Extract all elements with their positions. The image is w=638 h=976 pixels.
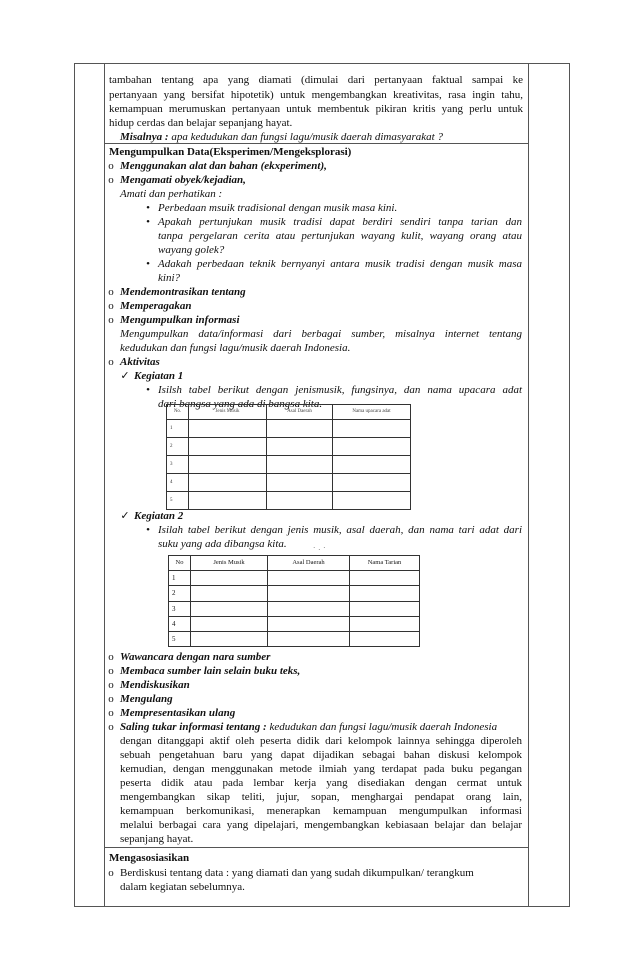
intro-line-4: hidup cerdas dan belajar sepanjang hayat. <box>109 117 293 129</box>
table-header-cell: Jenis Musik <box>191 556 268 571</box>
kegiatan-2-table <box>168 555 420 647</box>
row-number: 2 <box>167 438 189 456</box>
table-row <box>169 571 420 586</box>
table-cell[interactable] <box>191 586 268 601</box>
table-header-row <box>169 556 420 571</box>
asosiasi-line-2: dalam kegiatan sebelumnya. <box>120 881 245 893</box>
table-row <box>169 586 420 601</box>
row-number: 5 <box>169 632 191 647</box>
table-cell[interactable] <box>267 438 333 456</box>
kegiatan-1-table <box>166 404 411 510</box>
table-cell[interactable] <box>350 571 420 586</box>
bullet-o: o <box>108 679 114 691</box>
kegiatan-2-desc-line-2: suku yang ada dibangsa kita. <box>158 538 287 550</box>
table-cell[interactable] <box>189 438 267 456</box>
table-header-row <box>167 405 411 420</box>
item-memperagakan: Memperagakan <box>120 300 192 312</box>
table-cell[interactable] <box>189 420 267 438</box>
table-cell[interactable] <box>268 616 350 631</box>
table-cell[interactable] <box>191 571 268 586</box>
column-divider-right <box>528 63 529 907</box>
saling-last-line: sepanjang hayat. <box>120 833 194 845</box>
table-cell[interactable] <box>189 456 267 474</box>
table-cell[interactable] <box>189 492 267 510</box>
table-cell[interactable] <box>350 632 420 647</box>
bullet-o: o <box>108 867 114 879</box>
intro-line-3: kemampuan merumuskan pertanyaan untuk membentuk pikiran kritis yang perlu untuk <box>109 103 523 115</box>
bullet-o: o <box>108 300 114 312</box>
kegiatan-2-desc-line-1: Isilah tabel berikut dengan jenis musik, asal daerah, dan nama tari adat dari <box>158 524 522 536</box>
table-cell[interactable] <box>333 474 411 492</box>
table-cell[interactable] <box>191 632 268 647</box>
table-cell[interactable] <box>268 601 350 616</box>
kegiatan-2-title: Kegiatan 2 <box>134 510 184 522</box>
kegiatan-1-title: Kegiatan 1 <box>134 370 184 382</box>
question-3-line-2: kini? <box>158 272 180 284</box>
section-title-mengumpulkan: Mengumpulkan Data(Eksperimen/Mengeksplorasi) <box>109 146 352 158</box>
table-cell[interactable] <box>268 571 350 586</box>
table-cell[interactable] <box>350 601 420 616</box>
saling-line: melalui berbagai cara yang dipelajari, mengembangkan kebiasaan belajar dan belajar <box>120 819 522 831</box>
item-mengulang: Mengulang <box>120 693 173 705</box>
bullet-o: o <box>108 721 114 733</box>
saling-tukar-line <box>120 720 497 734</box>
bullet-o: o <box>108 356 114 368</box>
table-cell[interactable] <box>189 474 267 492</box>
bullet-o: o <box>108 651 114 663</box>
saling-line: kemampuan berkomunikasi, menerapkan kemampuan mengumpulkan informasi <box>120 805 522 817</box>
kegiatan-1-desc-line-1: Isilsh tabel berikut dengan jenismusik, fungsinya, dan nama upacara adat <box>158 384 522 396</box>
item-mendemonstrasikan: Mendemontrasikan tentang <box>120 286 246 298</box>
question-2-line-1: Apakah pertunjukan musik tradisi dapat berdiri sendiri tanpa tarian dan <box>158 216 522 228</box>
table-cell[interactable] <box>350 586 420 601</box>
table-cell[interactable] <box>333 420 411 438</box>
checkmark-icon: ✓ <box>120 510 130 522</box>
table-cell[interactable] <box>267 474 333 492</box>
table-cell[interactable] <box>268 586 350 601</box>
table-cell[interactable] <box>333 456 411 474</box>
bullet-dot: • <box>146 216 150 228</box>
item-aktivitas: Aktivitas <box>120 356 160 368</box>
bullet-dot: • <box>146 524 150 536</box>
row-number: 5 <box>167 492 189 510</box>
checkmark-icon: ✓ <box>120 370 130 382</box>
question-1: Perbedaan msuik tradisional dengan musik masa kini. <box>158 202 398 214</box>
table-row <box>169 616 420 631</box>
mengumpulkan-desc-line-1: Mengumpulkan data/informasi dari berbagai sumber, misalnya internet tentang <box>120 328 522 340</box>
row-number: 1 <box>167 420 189 438</box>
bullet-o: o <box>108 707 114 719</box>
table-row <box>167 492 411 510</box>
item-membaca: Membaca sumber lain selain buku teks, <box>120 665 301 677</box>
item-mengamati: Mengamati obyek/kejadian, <box>120 174 246 186</box>
misalnya-text: apa kedudukan dan fungsi lagu/musik daerah dimasyarakat ? <box>171 131 443 143</box>
row-number: 4 <box>167 474 189 492</box>
bullet-o: o <box>108 693 114 705</box>
section-title-mengasosiasikan: Mengasosiasikan <box>109 852 190 864</box>
table-row <box>167 438 411 456</box>
row-number: 2 <box>169 586 191 601</box>
table-row <box>167 474 411 492</box>
row-divider-2 <box>104 847 528 848</box>
table-row <box>169 601 420 616</box>
table-header-cell: No. <box>167 405 189 420</box>
bullet-o: o <box>108 174 114 186</box>
table-header-cell: Asal Daerah <box>268 556 350 571</box>
table-cell[interactable] <box>191 601 268 616</box>
table-row <box>167 456 411 474</box>
table-cell[interactable] <box>333 492 411 510</box>
saling-tukar-topic: kedudukan dan fungsi lagu/musik daerah Indonesia <box>269 721 498 733</box>
table-header-cell: Nama upacara adat <box>333 405 411 420</box>
table-cell[interactable] <box>267 420 333 438</box>
row-number: 3 <box>169 601 191 616</box>
bullet-dot: • <box>146 202 150 214</box>
item-menggunakan: Menggunakan alat dan bahan (ekxperiment), <box>120 160 327 172</box>
saling-line: kemudian, dengan menggunakan metode ilmiah yang terdapat pada buku pegangan <box>120 763 522 775</box>
table-cell[interactable] <box>350 616 420 631</box>
asosiasi-line-1: Berdiskusi tentang data : yang diamati dan yang sudah dikumpulkan/ terangkum <box>120 867 474 879</box>
saling-line: dengan ditanggapi aktif oleh peserta didik dari kelompok lainnya sehingga diperoleh <box>120 735 522 747</box>
table-header-cell: Nama Tarian <box>350 556 420 571</box>
bullet-dot: • <box>146 384 150 396</box>
misalnya-line <box>120 130 443 144</box>
saling-line: mengembangkan sikap teliti, jujur, sopan, menghargai pendapat orang lain, <box>120 791 522 803</box>
row-number: 1 <box>169 571 191 586</box>
table-cell[interactable] <box>267 456 333 474</box>
column-divider-left <box>104 63 105 907</box>
item-wawancara: Wawancara dengan nara sumber <box>120 651 271 663</box>
bullet-dot: • <box>146 258 150 270</box>
table-header-cell: No <box>169 556 191 571</box>
bullet-o: o <box>108 286 114 298</box>
item-mendiskusikan: Mendiskusikan <box>120 679 190 691</box>
question-3-line-1: Adakah perbedaan teknik bernyanyi antara musik tradisi dengan musik masa <box>158 258 522 270</box>
item-mempresentasikan: Mempresentasikan ulang <box>120 707 236 719</box>
item-mengumpulkan: Mengumpulkan informasi <box>120 314 240 326</box>
table-cell[interactable] <box>333 438 411 456</box>
misalnya-label: Misalnya : <box>120 131 169 143</box>
row-number: 4 <box>169 616 191 631</box>
saling-tukar-label: Saling tukar informasi tentang : <box>120 721 267 733</box>
row-number: 3 <box>167 456 189 474</box>
table-cell[interactable] <box>267 492 333 510</box>
table-header-cell: Jenis Musik <box>189 405 267 420</box>
bullet-o: o <box>108 665 114 677</box>
bullet-o: o <box>108 314 114 326</box>
dot-artifacts: ·.· <box>313 544 329 552</box>
intro-line-2: pertanyaan yang bersifat hipotetik) untuk mengembangkan kreativitas, rasa ingin tahu, <box>109 89 523 101</box>
question-2-line-2: tanpa pergelaran cerita atau pertunjukan wayang kulit, wayang orang atau <box>158 230 522 242</box>
mengumpulkan-desc-line-2: kedudukan dan fungsi lagu/musik daerah Indonesia. <box>120 342 351 354</box>
saling-line: sebuah pengetahuan baru yang dapat dijadikan sebagai bahan diskusi kelompok <box>120 749 522 761</box>
table-cell[interactable] <box>268 632 350 647</box>
amati-label: Amati dan perhatikan : <box>120 188 223 200</box>
table-cell[interactable] <box>191 616 268 631</box>
table-row <box>167 420 411 438</box>
table-header-cell: Asal Daerah <box>267 405 333 420</box>
intro-line-1: tambahan tentang apa yang diamati (dimulai dari pertanyaan faktual sampai ke <box>109 74 523 86</box>
saling-line: peserta didik atau pada lembar kerja yang disediakan dengan cermat untuk <box>120 777 522 789</box>
kegiatan-1-desc-line-2: dari bangsa yang ada di bangsa kita. <box>158 398 323 410</box>
bullet-o: o <box>108 160 114 172</box>
table-row <box>169 632 420 647</box>
question-2-line-3: wayang golek? <box>158 244 225 256</box>
